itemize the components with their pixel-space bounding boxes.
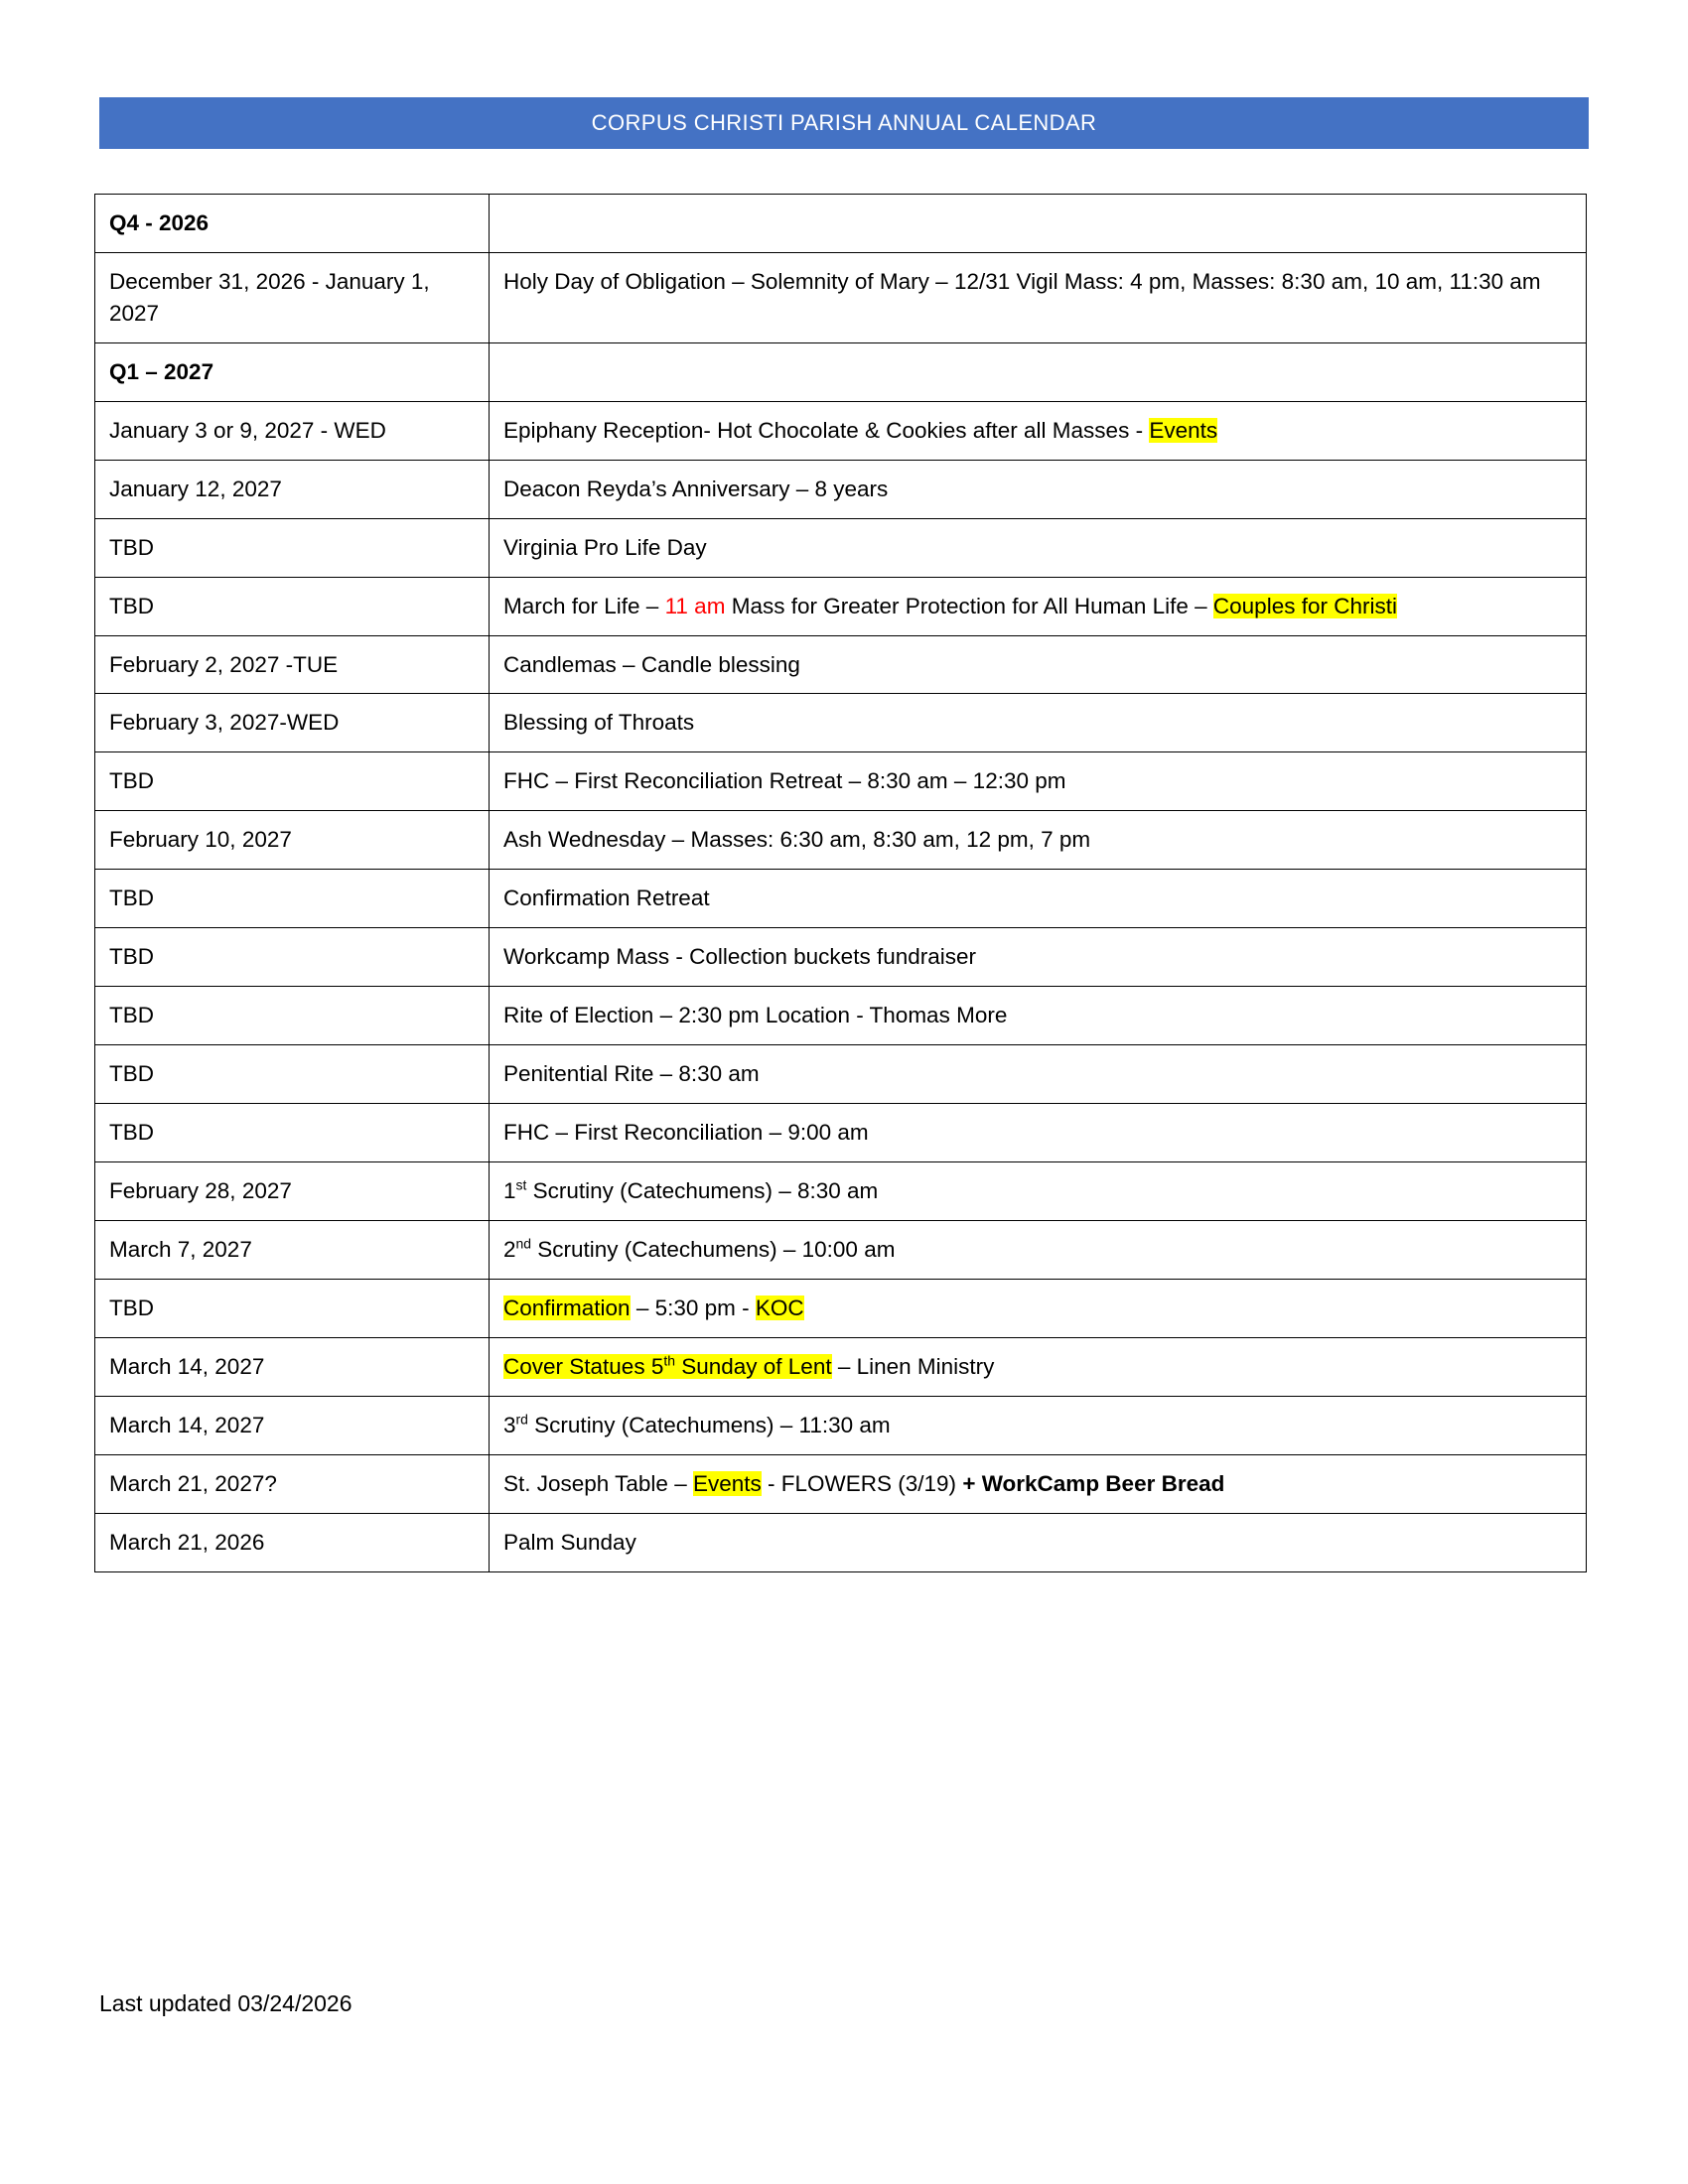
event-description-cell: [490, 342, 1587, 401]
table-row: [95, 1513, 1587, 1571]
table-row: [95, 1396, 1587, 1454]
table-row: [95, 1161, 1587, 1220]
table-row: [95, 870, 1587, 928]
event-description-cell: Palm Sunday: [490, 1513, 1587, 1571]
event-date-cell: March 14, 2027: [95, 1396, 490, 1454]
event-description-cell: Cover Statues 5th Sunday of Lent – Linen Ministry: [490, 1337, 1587, 1396]
event-description-cell: FHC – First Reconciliation – 9:00 am: [490, 1104, 1587, 1162]
event-date-cell: March 21, 2026: [95, 1513, 490, 1571]
event-description-cell: Confirmation Retreat: [490, 870, 1587, 928]
calendar-table-body: [95, 195, 1587, 1572]
table-row: [95, 1279, 1587, 1337]
event-date-cell: TBD: [95, 518, 490, 577]
event-description-cell: 3rd Scrutiny (Catechumens) – 11:30 am: [490, 1396, 1587, 1454]
event-date-cell: March 14, 2027: [95, 1337, 490, 1396]
table-row: [95, 752, 1587, 811]
event-date-cell: TBD: [95, 577, 490, 635]
event-description-cell: March for Life – 11 am Mass for Greater Protection for All Human Life – Couples for Christi: [490, 577, 1587, 635]
table-row: [95, 1045, 1587, 1104]
quarter-header-row: [95, 195, 1587, 253]
event-date-cell: March 21, 2027?: [95, 1454, 490, 1513]
table-row: [95, 811, 1587, 870]
table-row: [95, 1104, 1587, 1162]
event-description-cell: [490, 195, 1587, 253]
event-description-cell: Penitential Rite – 8:30 am: [490, 1045, 1587, 1104]
table-row: [95, 577, 1587, 635]
event-date-cell: February 3, 2027-WED: [95, 694, 490, 752]
event-description-cell: FHC – First Reconciliation Retreat – 8:30 am – 12:30 pm: [490, 752, 1587, 811]
event-date-cell: March 7, 2027: [95, 1220, 490, 1279]
event-description-cell: Virginia Pro Life Day: [490, 518, 1587, 577]
page-title: CORPUS CHRISTI PARISH ANNUAL CALENDAR: [591, 110, 1097, 135]
event-date-cell: February 28, 2027: [95, 1161, 490, 1220]
event-description-cell: Holy Day of Obligation – Solemnity of Mary – 12/31 Vigil Mass: 4 pm, Masses: 8:30 am, 10 am, 11:30 am: [490, 252, 1587, 342]
event-description-cell: Blessing of Throats: [490, 694, 1587, 752]
event-date-cell: January 12, 2027: [95, 460, 490, 518]
quarter-header-row: [95, 342, 1587, 401]
event-description-cell: Ash Wednesday – Masses: 6:30 am, 8:30 am, 12 pm, 7 pm: [490, 811, 1587, 870]
event-date-cell: February 10, 2027: [95, 811, 490, 870]
event-description-cell: Confirmation – 5:30 pm - KOC: [490, 1279, 1587, 1337]
annual-calendar-table: [94, 194, 1587, 1572]
last-updated-footer: Last updated 03/24/2026: [99, 1990, 352, 2016]
event-description-cell: Deacon Reyda’s Anniversary – 8 years: [490, 460, 1587, 518]
calendar-header-banner: [99, 97, 1589, 149]
table-row: [95, 635, 1587, 694]
table-row: [95, 1454, 1587, 1513]
event-description-cell: St. Joseph Table – Events - FLOWERS (3/19) + WorkCamp Beer Bread: [490, 1454, 1587, 1513]
event-description-cell: Rite of Election – 2:30 pm Location - Thomas More: [490, 987, 1587, 1045]
event-date-cell: February 2, 2027 -TUE: [95, 635, 490, 694]
table-row: [95, 460, 1587, 518]
table-row: [95, 1220, 1587, 1279]
table-row: [95, 987, 1587, 1045]
event-date-cell: December 31, 2026 - January 1, 2027: [95, 252, 490, 342]
event-date-cell: TBD: [95, 1104, 490, 1162]
quarter-label-cell: Q1 – 2027: [95, 342, 490, 401]
table-row: [95, 252, 1587, 342]
event-description-cell: 1st Scrutiny (Catechumens) – 8:30 am: [490, 1161, 1587, 1220]
table-row: [95, 401, 1587, 460]
event-description-cell: Candlemas – Candle blessing: [490, 635, 1587, 694]
event-description-cell: 2nd Scrutiny (Catechumens) – 10:00 am: [490, 1220, 1587, 1279]
table-row: [95, 518, 1587, 577]
event-description-cell: Workcamp Mass - Collection buckets fundraiser: [490, 928, 1587, 987]
event-date-cell: TBD: [95, 1279, 490, 1337]
event-date-cell: TBD: [95, 928, 490, 987]
event-date-cell: TBD: [95, 1045, 490, 1104]
event-description-cell: Epiphany Reception- Hot Chocolate & Cookies after all Masses - Events: [490, 401, 1587, 460]
event-date-cell: TBD: [95, 987, 490, 1045]
event-date-cell: TBD: [95, 870, 490, 928]
table-row: [95, 928, 1587, 987]
event-date-cell: TBD: [95, 752, 490, 811]
table-row: [95, 694, 1587, 752]
table-row: [95, 1337, 1587, 1396]
quarter-label-cell: Q4 - 2026: [95, 195, 490, 253]
event-date-cell: January 3 or 9, 2027 - WED: [95, 401, 490, 460]
